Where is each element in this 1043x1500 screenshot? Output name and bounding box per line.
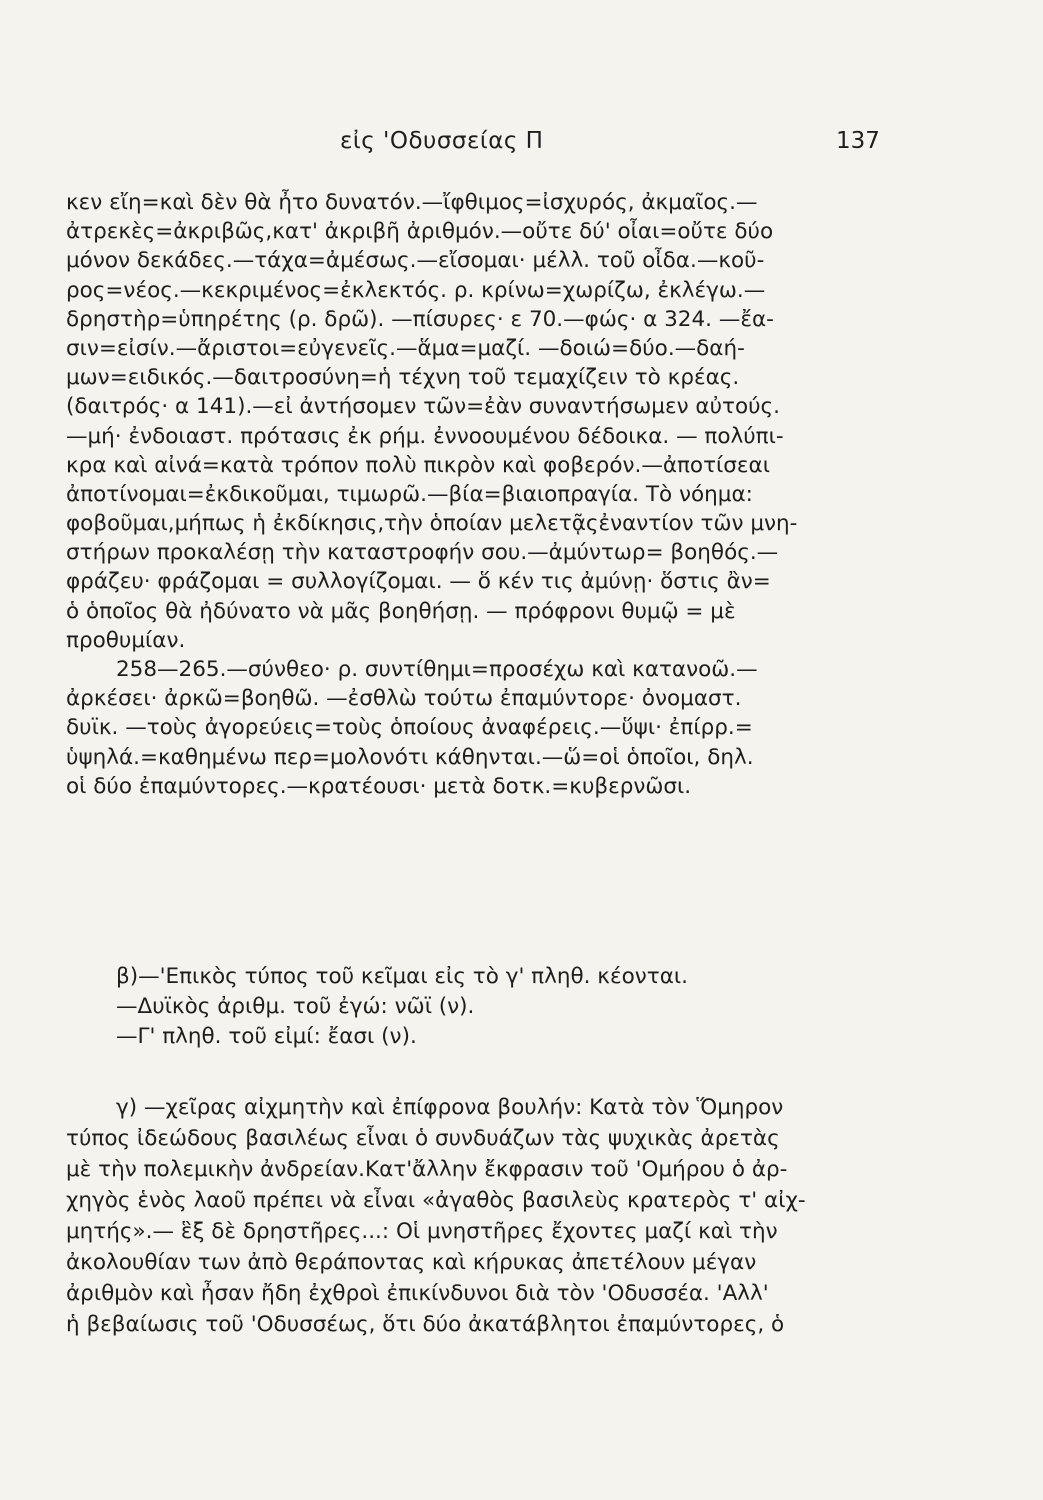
- text-line: τύπος ἰδεώδους βασιλέως εἶναι ὁ συνδυάζων τὰς ψυχικὰς ἀρετὰς: [66, 1126, 780, 1151]
- page-number: 137: [836, 128, 880, 154]
- text-line: ἀριθμὸν καὶ ἦσαν ἤδη ἐχθροὶ ἐπικίνδυνοι διὰ τὸν 'Οδυσσέα. 'Αλλ': [66, 1281, 769, 1306]
- section-beta: [66, 962, 916, 1052]
- text-line: κρα καὶ αἰνά=κατὰ τρόπον πολὺ πικρὸν καὶ φοβερόν.—ἀποτίσεαι: [66, 452, 770, 478]
- text-line: ὁ ὁποῖος θὰ ἠδύνατο νὰ μᾶς βοηθήσῃ. — πρόφρονι θυμῷ = μὲ: [66, 598, 736, 624]
- text-line: ἀρκέσει· ἀρκῶ=βοηθῶ. —ἐσθλὼ τούτω ἐπαμύντορε· ὀνομαστ.: [66, 686, 742, 712]
- text-line: ἀκολουθίαν των ἀπὸ θεράποντας καὶ κήρυκας ἀπετέλουν μέγαν: [66, 1250, 757, 1275]
- text-line: προθυμίαν.: [66, 627, 186, 653]
- text-line: φράζευ· φράζομαι = συλλογίζομαι. — ὅ κέν τις ἀμύνῃ· ὅστις ἂν=: [66, 569, 771, 595]
- text-line: χηγὸς ἑνὸς λαοῦ πρέπει νὰ εἶναι «ἀγαθὸς βασιλεὺς κρατερὸς τ' αἰχ-: [66, 1188, 806, 1213]
- text-line: ἡ βεβαίωσις τοῦ 'Οδυσσέως, ὅτι δύο ἀκατάβλητοι ἐπαμύντορες, ὁ: [66, 1312, 785, 1337]
- text-line: —Γ' πληθ. τοῦ εἰμί: ἔασι (ν).: [116, 1024, 417, 1049]
- text-line: ἀτρεκὲς=ἀκριβῶς,κατ' ἀκριβῆ ἀριθμόν.—οὔτε δύ' οἶαι=οὔτε δύο: [66, 219, 774, 245]
- text-line: (δαιτρός· α 141).—εἰ ἀντήσομεν τῶν=ἐὰν συναντήσωμεν αὐτούς.: [66, 394, 781, 420]
- running-head: εἰς 'Οδυσσείας Π: [340, 128, 544, 154]
- text-line: οἱ δύο ἐπαμύντορες.—κρατέουσι· μετὰ δοτκ.=κυβερνῶσι.: [66, 773, 692, 799]
- text-line: —μή· ἐνδοιαστ. πρότασις ἐκ ρήμ. ἐννοουμένου δέδοικα. — πολύπι-: [66, 423, 784, 449]
- text-line: κεν εἴη=καὶ δὲν θὰ ἦτο δυνατόν.—ἴφθιμος=ἰσχυρός, ἀκμαῖος.—: [66, 190, 758, 215]
- text-line: φοβοῦμαι,μήπως ἡ ἐκδίκησις,τὴν ὁποίαν μελετᾷςἐναντίον τῶν μνη-: [66, 511, 798, 537]
- text-line: ρος=νέος.—κεκριμένος=ἐκλεκτός. ρ. κρίνω=χωρίζω, ἐκλέγω.—: [66, 277, 766, 303]
- text-line: —Δυϊκὸς ἀριθμ. τοῦ ἐγώ: νῶϊ (ν).: [116, 994, 475, 1019]
- text-line: 258—265.—σύνθεο· ρ. συντίθημι=προσέχω καὶ κατανοῶ.—: [116, 657, 758, 682]
- text-line: μων=ειδικός.—δαιτροσύνη=ἡ τέχνη τοῦ τεμαχίζειν τὸ κρέας.: [66, 365, 740, 391]
- commentary-block: [66, 188, 916, 801]
- text-line: μὲ τὴν πολεμικὴν ἀνδρείαν.Κατ'ἄλλην ἔκφρασιν τοῦ 'Ομήρου ὁ ἀρ-: [66, 1157, 788, 1182]
- text-line: ὑψηλά.=καθημένω περ=μολονότι κάθηνται.—ὥ=οἱ ὁποῖοι, δηλ.: [66, 744, 754, 770]
- text-line: σιν=εἰσίν.—ἄριστοι=εὐγενεῖς.—ἅμα=μαζί. —δοιώ=δύο.—δαή-: [66, 335, 745, 361]
- text-line: μόνον δεκάδες.—τάχα=ἀμέσως.—εἴσομαι· μέλλ. τοῦ οἶδα.—κοῦ-: [66, 248, 765, 274]
- text-line: γ) —χεῖρας αἰχμητὴν καὶ ἐπίφρονα βουλήν: Κατὰ τὸν Ὅμηρον: [116, 1095, 784, 1120]
- section-gamma: [66, 1092, 916, 1340]
- text-line: στήρων προκαλέσῃ τὴν καταστροφήν σου.—ἀμύντωρ= βοηθός.—: [66, 540, 779, 566]
- text-line: β)—'Επικὸς τύπος τοῦ κεῖμαι εἰς τὸ γ' πληθ. κέονται.: [116, 964, 688, 989]
- text-line: δυϊκ. —τοὺς ἀγορεύεις=τοὺς ὁποίους ἀναφέρεις.—ὕψι· ἐπίρρ.=: [66, 715, 753, 741]
- text-line: ἀποτίνομαι=ἐκδικοῦμαι, τιμωρῶ.—βία=βιαιοπραγία. Τὸ νόημα:: [66, 481, 753, 507]
- text-line: μητής».— ἓξ δὲ δρηστῆρες...: Οἱ μνηστῆρες ἔχοντες μαζί καὶ τὴν: [66, 1219, 778, 1244]
- text-line: δρηστὴρ=ὑπηρέτης (ρ. δρῶ). —πίσυρες· ε 70.—φώς· α 324. —ἔα-: [66, 306, 774, 332]
